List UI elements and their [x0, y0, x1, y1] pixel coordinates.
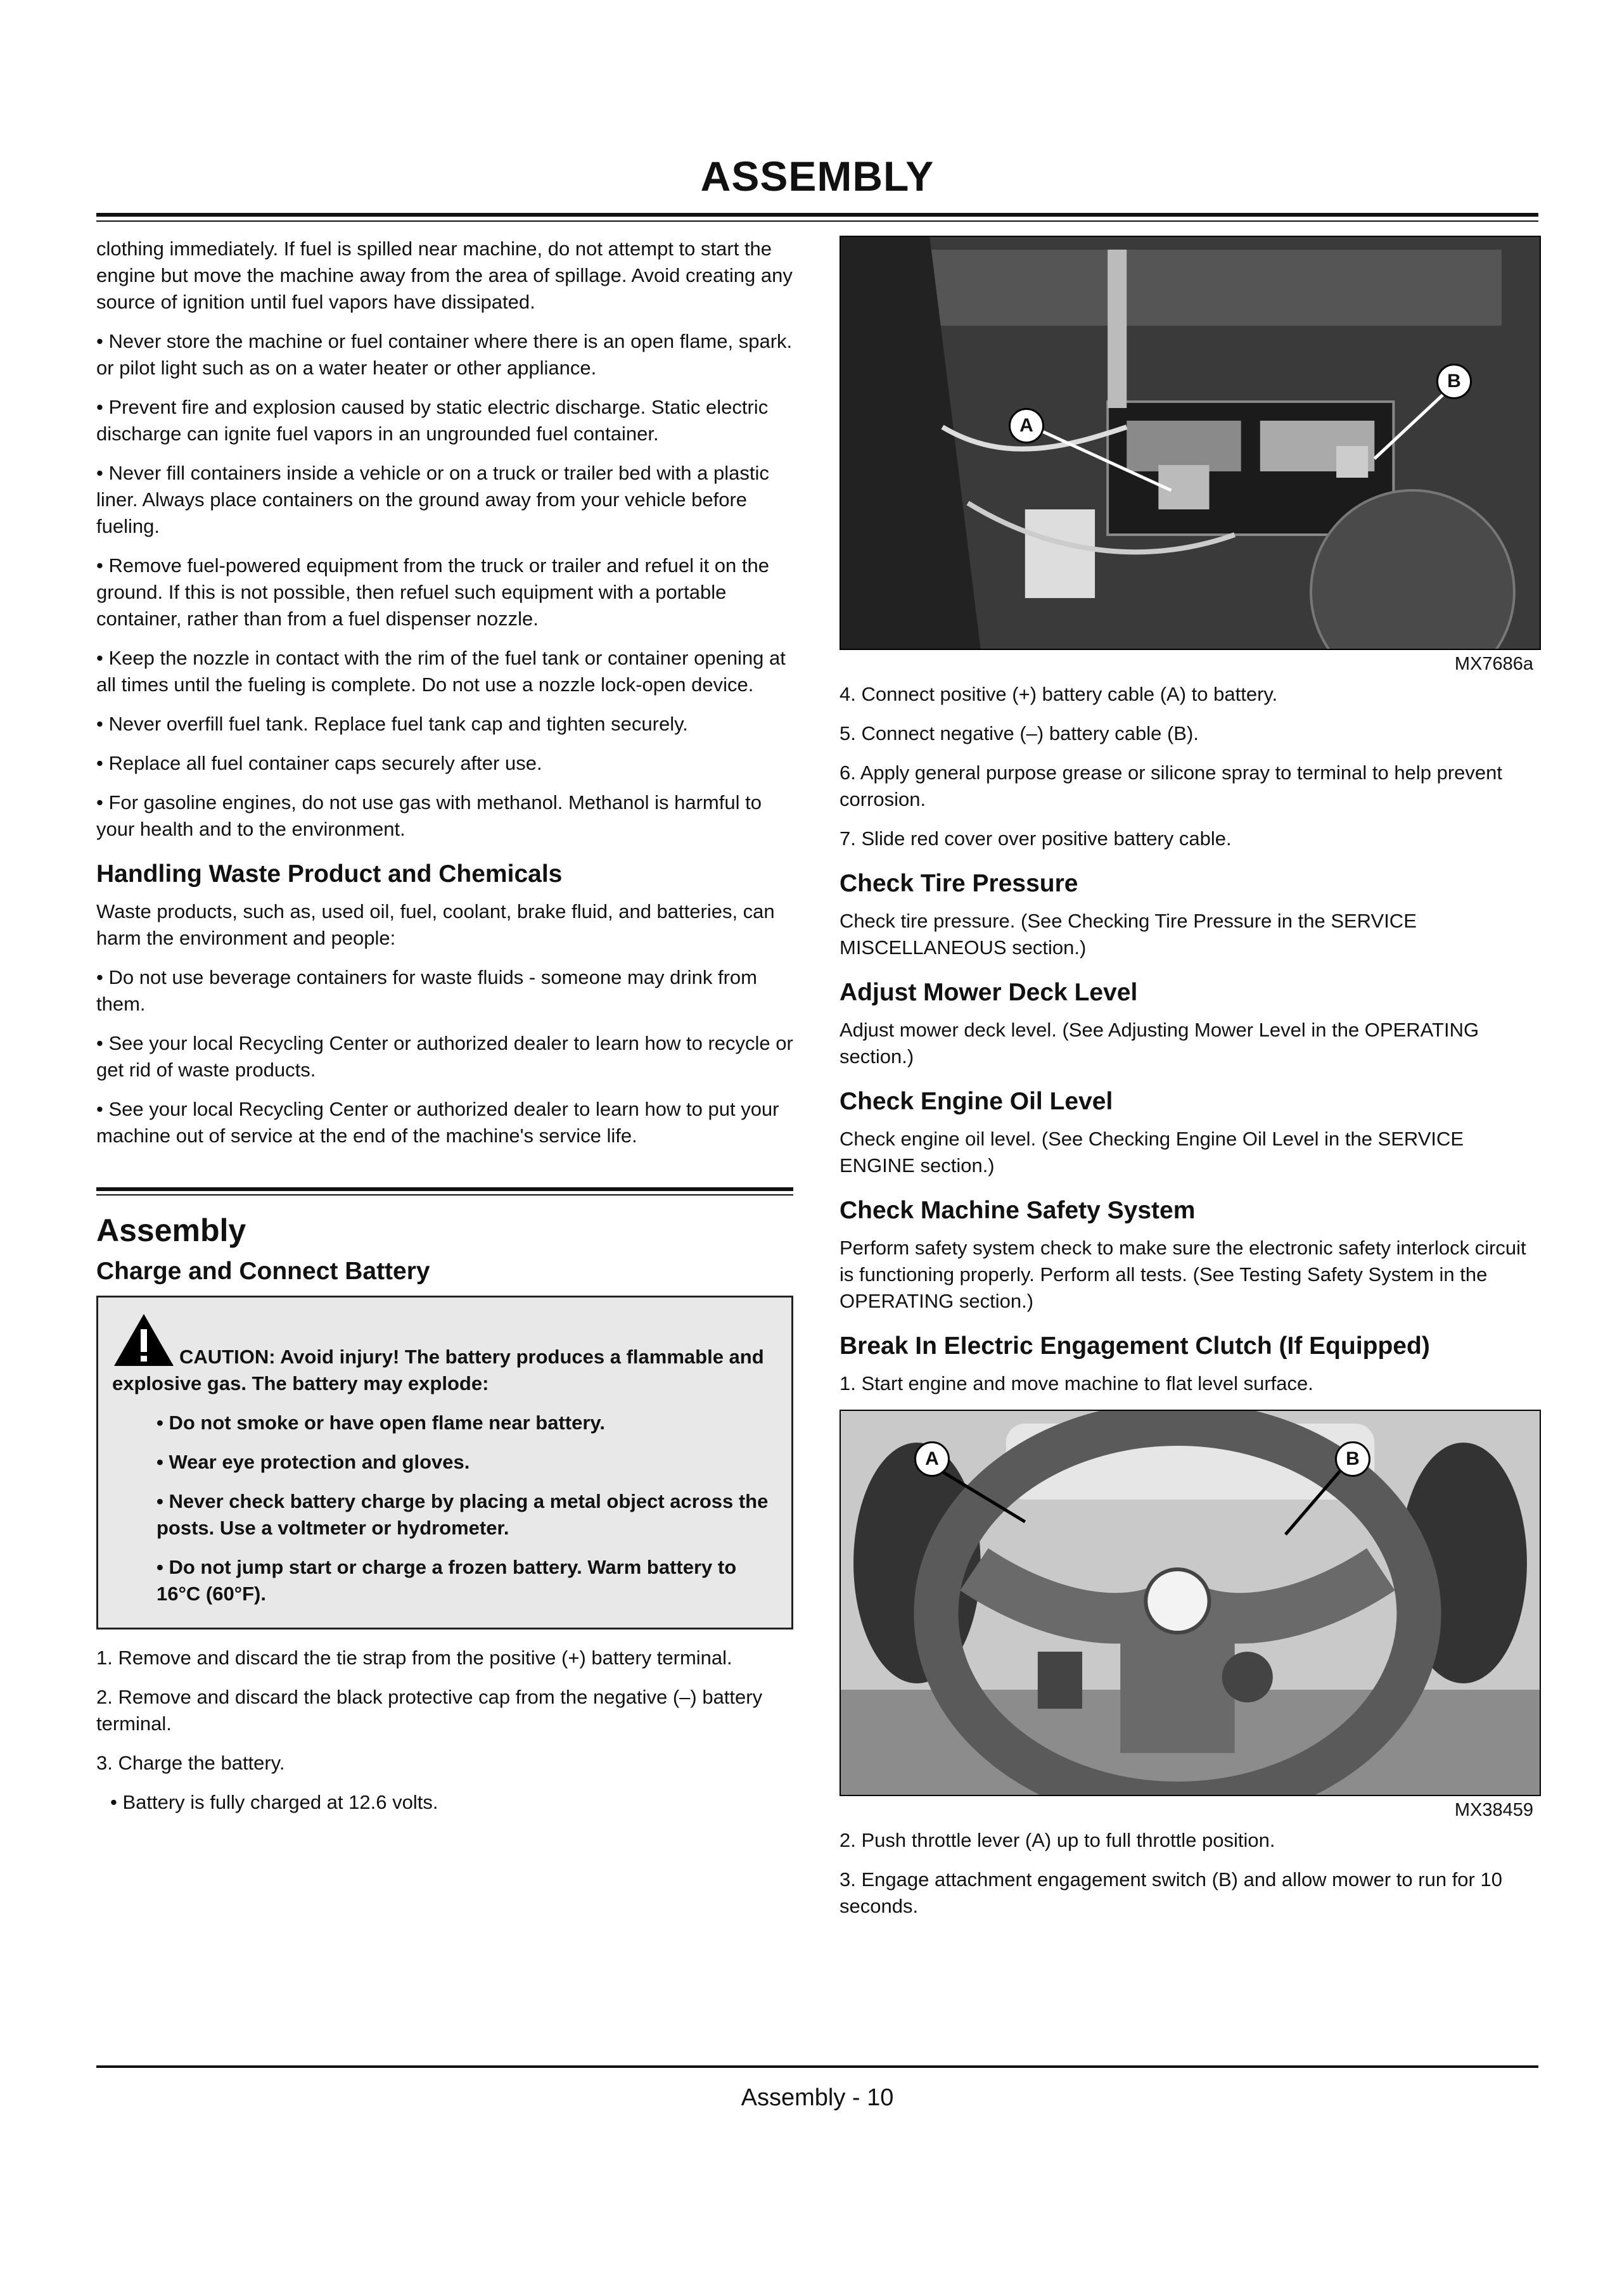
waste-bullet: • See your local Recycling Center or authorized dealer to learn how to put your machine out of service at the end of the machine's service life.	[96, 1098, 779, 1147]
fuel-bullet: • Prevent fire and explosion caused by static electric discharge. Static electric discharge can ignite fuel vapors in an ungrounded fuel container.	[96, 396, 769, 445]
waste-intro: Waste products, such as, used oil, fuel, coolant, brake fluid, and batteries, can harm the environment and people:	[96, 900, 775, 949]
clutch-heading: Break In Electric Engagement Clutch (If Equipped)	[840, 1332, 1430, 1360]
callout-b: B	[1436, 364, 1472, 399]
battery-step: 2. Remove and discard the black protective cap from the negative (–) battery terminal.	[96, 1686, 763, 1735]
waste-heading: Handling Waste Product and Chemicals	[96, 860, 563, 888]
clutch-step: 2. Push throttle lever (A) up to full throttle position.	[840, 1829, 1275, 1851]
safety-heading: Check Machine Safety System	[840, 1197, 1196, 1224]
title-rule	[96, 213, 1538, 222]
warning-triangle-icon	[112, 1311, 176, 1368]
battery-sub-bullet: • Battery is fully charged at 12.6 volts.	[110, 1791, 438, 1813]
steering-photo	[840, 1410, 1541, 1796]
fuel-bullet: • Never overfill fuel tank. Replace fuel tank cap and tighten securely.	[96, 713, 688, 735]
caution-lead	[112, 1311, 777, 1397]
photo-id: MX38459	[1454, 1800, 1533, 1820]
deck-heading: Adjust Mower Deck Level	[840, 979, 1138, 1006]
right-column	[840, 236, 1538, 1932]
section-rule	[96, 1187, 793, 1196]
deck-text: Adjust mower deck level. (See Adjusting Mower Level in the OPERATING section.)	[840, 1019, 1479, 1068]
caution-item: • Do not jump start or charge a frozen battery. Warm battery to 16°C (60°F).	[156, 1556, 737, 1605]
callout-a: A	[914, 1441, 950, 1477]
page-footer: Assembly - 10	[741, 2084, 894, 2111]
battery-photo-illustration	[841, 237, 1540, 649]
fuel-bullet: • Keep the nozzle in contact with the rim of the fuel tank or container opening at all times until the fueling is complete. Do not use a nozzle lock-open device.	[96, 647, 786, 696]
battery-photo	[840, 236, 1541, 650]
tire-text: Check tire pressure. (See Checking Tire Pressure in the SERVICE MISCELLANEOUS section.)	[840, 910, 1417, 959]
battery-step: 7. Slide red cover over positive battery cable.	[840, 827, 1232, 850]
clutch-step: 1. Start engine and move machine to flat level surface.	[840, 1372, 1313, 1394]
photo-id: MX7686a	[1454, 654, 1533, 674]
tire-heading: Check Tire Pressure	[840, 870, 1078, 897]
clutch-step: 3. Engage attachment engagement switch (B) and allow mower to run for 10 seconds.	[840, 1868, 1502, 1917]
fuel-bullet: • Remove fuel-powered equipment from the truck or trailer and refuel it on the ground. If this is not possible, then refuel such equipment with a portable container, rather than from a fuel dispenser nozzle.	[96, 554, 769, 630]
page-title: ASSEMBLY	[700, 153, 935, 200]
oil-text: Check engine oil level. (See Checking Engine Oil Level in the SERVICE ENGINE section.)	[840, 1128, 1464, 1177]
fuel-bullet: • Never fill containers inside a vehicle or on a truck or trailer bed with a plastic liner. Always place containers on the ground away from your vehicle before fueling.	[96, 462, 769, 537]
caution-text: CAUTION: Avoid injury! The battery produces a flammable and explosive gas. The battery may explode:	[112, 1346, 764, 1394]
battery-step: 1. Remove and discard the tie strap from the positive (+) battery terminal.	[96, 1647, 732, 1669]
callout-a: A	[1009, 408, 1044, 443]
waste-bullet: • See your local Recycling Center or authorized dealer to learn how to recycle or get rid of waste products.	[96, 1032, 793, 1081]
waste-bullet: • Do not use beverage containers for waste fluids - someone may drink from them.	[96, 966, 757, 1015]
caution-item: • Do not smoke or have open flame near battery.	[156, 1412, 605, 1434]
intro-paragraph: clothing immediately. If fuel is spilled near machine, do not attempt to start the engine but move the machine away from the area of spillage. Avoid creating any source of ignition until fuel vapors have dissipated.	[96, 238, 793, 313]
caution-box	[96, 1296, 793, 1630]
safety-text: Perform safety system check to make sure the electronic safety interlock circuit is functioning properly. Perform all tests. (See Testing Safety System in the OPERATING section.)	[840, 1237, 1526, 1312]
battery-step: 6. Apply general purpose grease or silicone spray to terminal to help prevent corrosion.	[840, 762, 1502, 810]
footer-rule	[96, 2065, 1538, 2068]
left-column	[96, 236, 793, 1828]
battery-heading: Charge and Connect Battery	[96, 1258, 430, 1285]
battery-step: 5. Connect negative (–) battery cable (B).	[840, 722, 1199, 744]
caution-item: • Never check battery charge by placing a metal object across the posts. Use a voltmeter or hydrometer.	[156, 1490, 769, 1539]
battery-step: 3. Charge the battery.	[96, 1752, 285, 1774]
callout-b: B	[1335, 1441, 1370, 1477]
assembly-heading: Assembly	[96, 1213, 246, 1248]
battery-step: 4. Connect positive (+) battery cable (A) to battery.	[840, 683, 1278, 705]
fuel-bullet: • For gasoline engines, do not use gas with methanol. Methanol is harmful to your health and to the environment.	[96, 791, 762, 840]
caution-item: • Wear eye protection and gloves.	[156, 1451, 470, 1473]
oil-heading: Check Engine Oil Level	[840, 1088, 1113, 1115]
fuel-bullet: • Replace all fuel container caps securely after use.	[96, 752, 542, 774]
fuel-bullet: • Never store the machine or fuel container where there is an open flame, spark. or pilot light such as on a water heater or other appliance.	[96, 330, 793, 379]
